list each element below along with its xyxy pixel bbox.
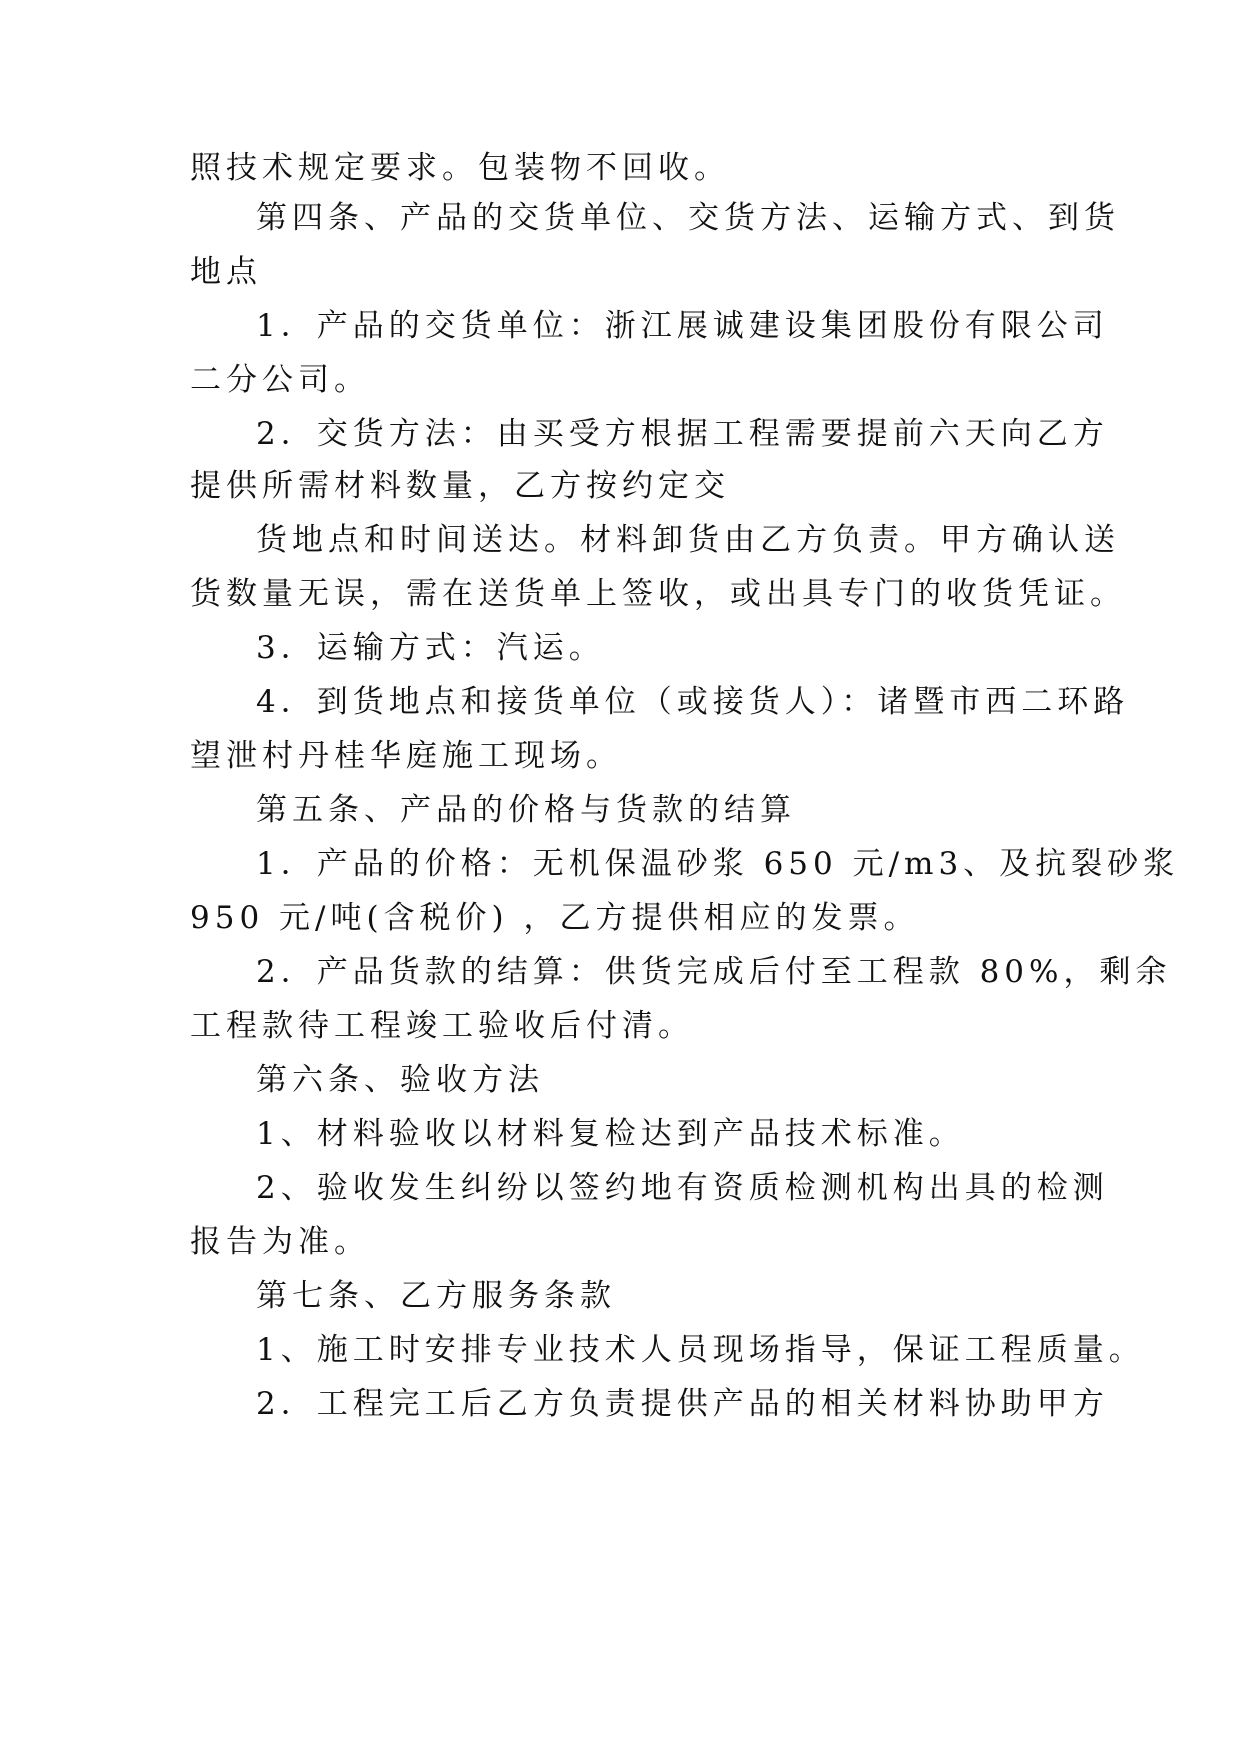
text-line: 地点 [190, 254, 262, 290]
text-line: 1、施工时安排专业技术人员现场指导，保证工程质量。 [256, 1332, 1145, 1368]
text-line: 货数量无误，需在送货单上签收，或出具专门的收货凭证。 [190, 576, 1126, 612]
text-line: 2．交货方法：由买受方根据工程需要提前六天向乙方 [256, 416, 1109, 452]
text-line: 4．到货地点和接货单位（或接货人）：诸暨市西二环路 [256, 684, 1130, 720]
text-line: 1．产品的交货单位：浙江展诚建设集团股份有限公司 [256, 308, 1109, 344]
text-line: 1．产品的价格：无机保温砂浆 650 元/m3、及抗裂砂浆 [256, 846, 1180, 882]
text-line: 工程款待工程竣工验收后付清。 [190, 1008, 694, 1044]
text-line: 3．运输方式：汽运。 [256, 630, 605, 666]
article-heading: 第五条、产品的价格与货款的结算 [256, 792, 796, 828]
text-line: 2．产品货款的结算：供货完成后付至工程款 80%，剩余 [256, 954, 1172, 990]
text-line: 2、验收发生纠纷以签约地有资质检测机构出具的检测 [256, 1170, 1109, 1206]
text-line: 照技术规定要求。包装物不回收。 [190, 150, 730, 186]
text-line: 货地点和时间送达。材料卸货由乙方负责。甲方确认送 [256, 522, 1120, 558]
article-heading: 第七条、乙方服务条款 [256, 1278, 616, 1314]
text-line: 望泄村丹桂华庭施工现场。 [190, 738, 622, 774]
text-line: 1、材料验收以材料复检达到产品技术标准。 [256, 1116, 965, 1152]
text-line: 950 元/吨(含税价) ，乙方提供相应的发票。 [190, 900, 920, 936]
text-line: 报告为准。 [190, 1224, 370, 1260]
text-line: 2．工程完工后乙方负责提供产品的相关材料协助甲方 [256, 1386, 1109, 1422]
text-line: 提供所需材料数量，乙方按约定交 [190, 468, 730, 504]
text-line: 二分公司。 [190, 362, 370, 398]
article-heading: 第四条、产品的交货单位、交货方法、运输方式、到货 [256, 200, 1120, 236]
article-heading: 第六条、验收方法 [256, 1062, 544, 1098]
